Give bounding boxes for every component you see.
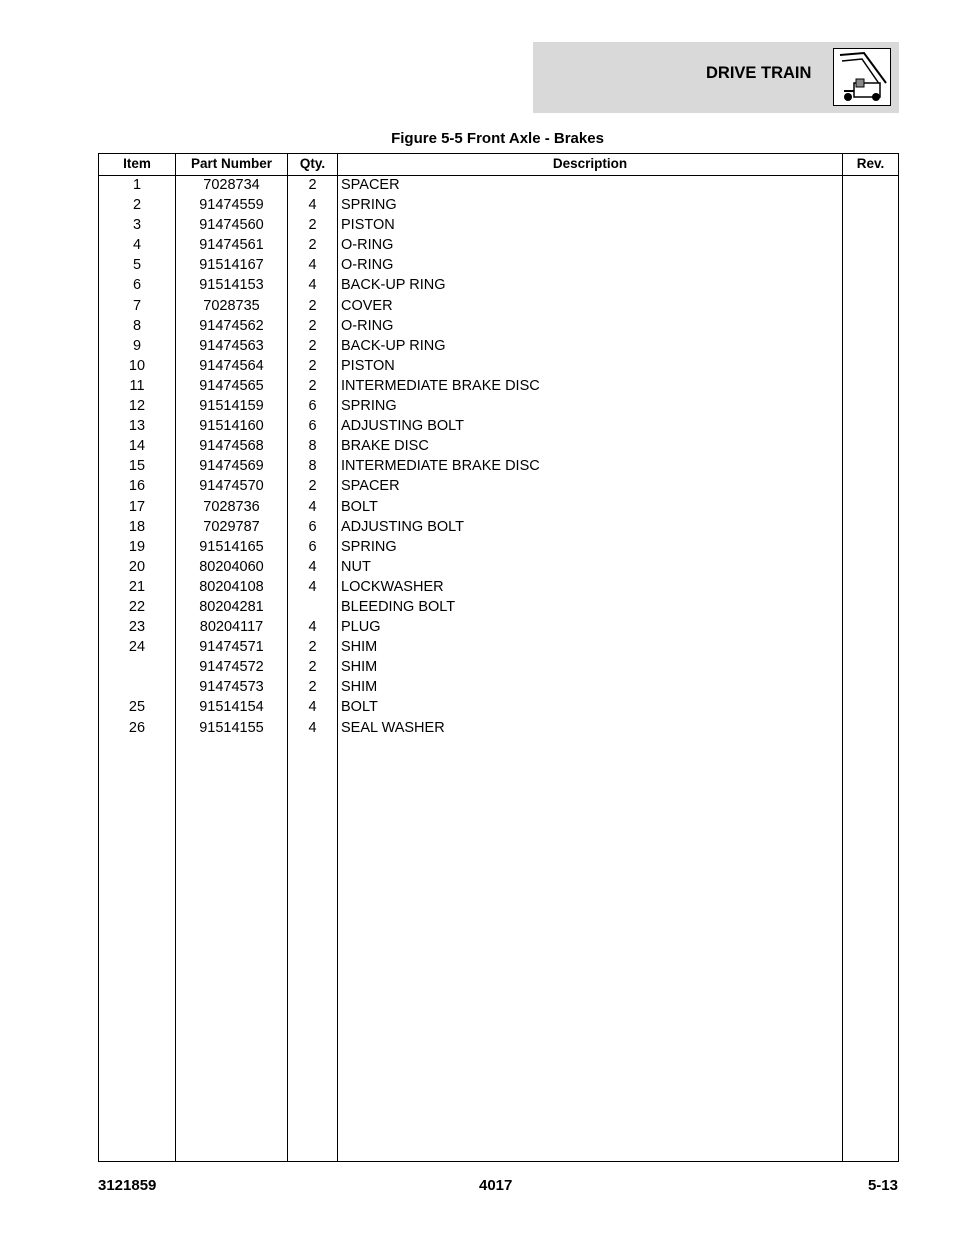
footer-document-number: 3121859 bbox=[98, 1177, 157, 1194]
qty-cell: 2 bbox=[308, 317, 317, 334]
part-number-cell: 91474571 bbox=[199, 639, 264, 656]
qty-cell: 4 bbox=[308, 277, 317, 294]
figure-title: Figure 5-5 Front Axle - Brakes bbox=[391, 130, 604, 147]
item-cell: 14 bbox=[128, 438, 146, 455]
table-row bbox=[99, 177, 898, 197]
qty-cell: 8 bbox=[308, 438, 317, 455]
item-cell: 8 bbox=[132, 317, 142, 334]
table-row bbox=[99, 499, 898, 519]
table-row bbox=[99, 539, 898, 559]
description-cell: O-RING bbox=[341, 317, 394, 334]
part-number-cell: 91474560 bbox=[199, 217, 264, 234]
item-cell: 15 bbox=[128, 458, 146, 475]
qty-cell: 2 bbox=[308, 377, 317, 394]
item-cell: 11 bbox=[129, 377, 145, 394]
description-cell: SPRING bbox=[341, 398, 397, 415]
part-number-cell: 7028735 bbox=[203, 297, 260, 314]
description-cell: SHIM bbox=[341, 679, 378, 696]
table-row bbox=[99, 559, 898, 579]
part-number-cell: 91474559 bbox=[199, 197, 264, 214]
qty-cell: 2 bbox=[308, 478, 317, 495]
table-row bbox=[99, 458, 898, 478]
description-cell: BRAKE DISC bbox=[341, 438, 429, 455]
description-cell: ADJUSTING BOLT bbox=[341, 418, 464, 435]
item-cell: 24 bbox=[128, 639, 146, 656]
column-header-description: Description bbox=[552, 156, 628, 171]
qty-cell: 4 bbox=[308, 719, 317, 736]
item-cell: 19 bbox=[128, 538, 146, 555]
description-cell: SHIM bbox=[341, 659, 378, 676]
table-row bbox=[99, 338, 898, 358]
table-row bbox=[99, 478, 898, 498]
description-cell: BOLT bbox=[341, 699, 378, 716]
footer-page-number: 5-13 bbox=[867, 1177, 898, 1194]
part-number-cell: 91474563 bbox=[199, 337, 264, 354]
part-number-cell: 91474562 bbox=[199, 317, 264, 334]
parts-table bbox=[98, 153, 899, 1162]
part-number-cell: 7028736 bbox=[203, 498, 260, 515]
description-cell: BOLT bbox=[341, 498, 378, 515]
description-cell: LOCKWASHER bbox=[341, 578, 444, 595]
part-number-cell: 91474573 bbox=[199, 679, 264, 696]
part-number-cell: 91474565 bbox=[199, 377, 264, 394]
part-number-cell: 91514153 bbox=[199, 277, 264, 294]
table-row bbox=[99, 619, 898, 639]
item-cell: 23 bbox=[128, 619, 146, 636]
description-cell: SPRING bbox=[341, 197, 397, 214]
footer-model: 4017 bbox=[479, 1177, 513, 1194]
item-cell: 20 bbox=[128, 558, 146, 575]
table-row bbox=[99, 720, 898, 740]
qty-cell: 4 bbox=[308, 578, 317, 595]
qty-cell: 6 bbox=[308, 398, 317, 415]
qty-cell: 8 bbox=[308, 458, 317, 475]
description-cell: O-RING bbox=[341, 257, 394, 274]
item-cell: 9 bbox=[132, 337, 142, 354]
part-number-cell: 91474570 bbox=[199, 478, 264, 495]
description-cell: BLEEDING BOLT bbox=[341, 598, 456, 615]
description-cell: NUT bbox=[341, 558, 371, 575]
part-number-cell: 91474561 bbox=[199, 237, 264, 254]
table-row bbox=[99, 659, 898, 679]
table-row bbox=[99, 639, 898, 659]
description-cell: BACK-UP RING bbox=[341, 337, 446, 354]
description-cell: PISTON bbox=[341, 217, 395, 234]
qty-cell: 2 bbox=[308, 237, 317, 254]
qty-cell: 6 bbox=[308, 538, 317, 555]
qty-cell: 4 bbox=[308, 558, 317, 575]
description-cell: COVER bbox=[341, 297, 393, 314]
item-cell: 6 bbox=[132, 277, 142, 294]
part-number-cell: 80204108 bbox=[199, 578, 264, 595]
table-row bbox=[99, 318, 898, 338]
part-number-cell: 91514155 bbox=[199, 719, 264, 736]
part-number-cell: 91514167 bbox=[199, 257, 264, 274]
description-cell: O-RING bbox=[341, 237, 394, 254]
qty-cell: 6 bbox=[308, 518, 317, 535]
item-cell: 16 bbox=[128, 478, 146, 495]
qty-cell: 2 bbox=[308, 337, 317, 354]
item-cell: 26 bbox=[128, 719, 146, 736]
qty-cell: 2 bbox=[308, 297, 317, 314]
qty-cell: 2 bbox=[308, 679, 317, 696]
table-row bbox=[99, 217, 898, 237]
part-number-cell: 80204060 bbox=[199, 558, 264, 575]
item-cell: 4 bbox=[132, 237, 142, 254]
item-cell: 18 bbox=[128, 518, 146, 535]
item-cell: 25 bbox=[128, 699, 146, 716]
item-cell: 17 bbox=[128, 498, 146, 515]
table-row bbox=[99, 519, 898, 539]
description-cell: SEAL WASHER bbox=[341, 719, 445, 736]
qty-cell: 6 bbox=[308, 418, 317, 435]
qty-cell: 4 bbox=[308, 498, 317, 515]
section-title: DRIVE TRAIN bbox=[706, 64, 812, 82]
description-cell: BACK-UP RING bbox=[341, 277, 446, 294]
description-cell: INTERMEDIATE BRAKE DISC bbox=[341, 377, 540, 394]
table-row bbox=[99, 197, 898, 217]
item-cell: 12 bbox=[128, 398, 146, 415]
part-number-cell: 80204281 bbox=[199, 598, 264, 615]
item-cell: 22 bbox=[128, 598, 146, 615]
table-row bbox=[99, 438, 898, 458]
column-header-qty: Qty. bbox=[299, 156, 326, 171]
item-cell: 3 bbox=[132, 217, 142, 234]
description-cell: INTERMEDIATE BRAKE DISC bbox=[341, 458, 540, 475]
item-cell: 21 bbox=[128, 578, 146, 595]
table-body bbox=[99, 177, 898, 740]
description-cell: ADJUSTING BOLT bbox=[341, 518, 464, 535]
part-number-cell: 91514165 bbox=[199, 538, 264, 555]
item-cell: 13 bbox=[128, 418, 146, 435]
part-number-cell: 91474568 bbox=[199, 438, 264, 455]
table-row bbox=[99, 599, 898, 619]
table-row bbox=[99, 358, 898, 378]
forklift-icon bbox=[833, 48, 891, 106]
item-cell: 7 bbox=[132, 297, 142, 314]
part-number-cell: 7028734 bbox=[203, 177, 260, 193]
qty-cell: 2 bbox=[308, 639, 317, 656]
description-cell: PLUG bbox=[341, 619, 381, 636]
qty-cell: 4 bbox=[308, 619, 317, 636]
description-cell: SPACER bbox=[341, 478, 400, 495]
item-cell: 10 bbox=[128, 357, 146, 374]
part-number-cell: 91474564 bbox=[199, 357, 264, 374]
table-row bbox=[99, 398, 898, 418]
column-header-rev: Rev. bbox=[856, 156, 885, 171]
description-cell: SHIM bbox=[341, 639, 378, 656]
part-number-cell: 91514159 bbox=[199, 398, 264, 415]
description-cell: SPRING bbox=[341, 538, 397, 555]
qty-cell: 4 bbox=[308, 699, 317, 716]
description-cell: PISTON bbox=[341, 357, 395, 374]
table-row bbox=[99, 679, 898, 699]
qty-cell: 2 bbox=[308, 357, 317, 374]
table-row bbox=[99, 237, 898, 257]
table-row bbox=[99, 298, 898, 318]
qty-cell: 4 bbox=[308, 257, 317, 274]
table-row bbox=[99, 418, 898, 438]
part-number-cell: 7029787 bbox=[203, 518, 260, 535]
description-cell: SPACER bbox=[341, 177, 400, 193]
column-header-part-number: Part Number bbox=[190, 156, 273, 171]
table-row bbox=[99, 257, 898, 277]
part-number-cell: 91514154 bbox=[199, 699, 264, 716]
qty-cell: 2 bbox=[308, 659, 317, 676]
part-number-cell: 91514160 bbox=[199, 418, 264, 435]
part-number-cell: 91474569 bbox=[199, 458, 264, 475]
table-row bbox=[99, 378, 898, 398]
item-cell: 5 bbox=[132, 257, 142, 274]
part-number-cell: 91474572 bbox=[199, 659, 264, 676]
item-cell: 1 bbox=[132, 177, 142, 193]
qty-cell: 2 bbox=[308, 217, 317, 234]
part-number-cell: 80204117 bbox=[199, 619, 264, 636]
item-cell: 2 bbox=[132, 197, 142, 214]
qty-cell: 2 bbox=[308, 177, 317, 193]
table-row bbox=[99, 579, 898, 599]
qty-cell: 4 bbox=[308, 197, 317, 214]
table-row bbox=[99, 699, 898, 719]
table-row bbox=[99, 277, 898, 297]
column-header-item: Item bbox=[123, 156, 151, 171]
